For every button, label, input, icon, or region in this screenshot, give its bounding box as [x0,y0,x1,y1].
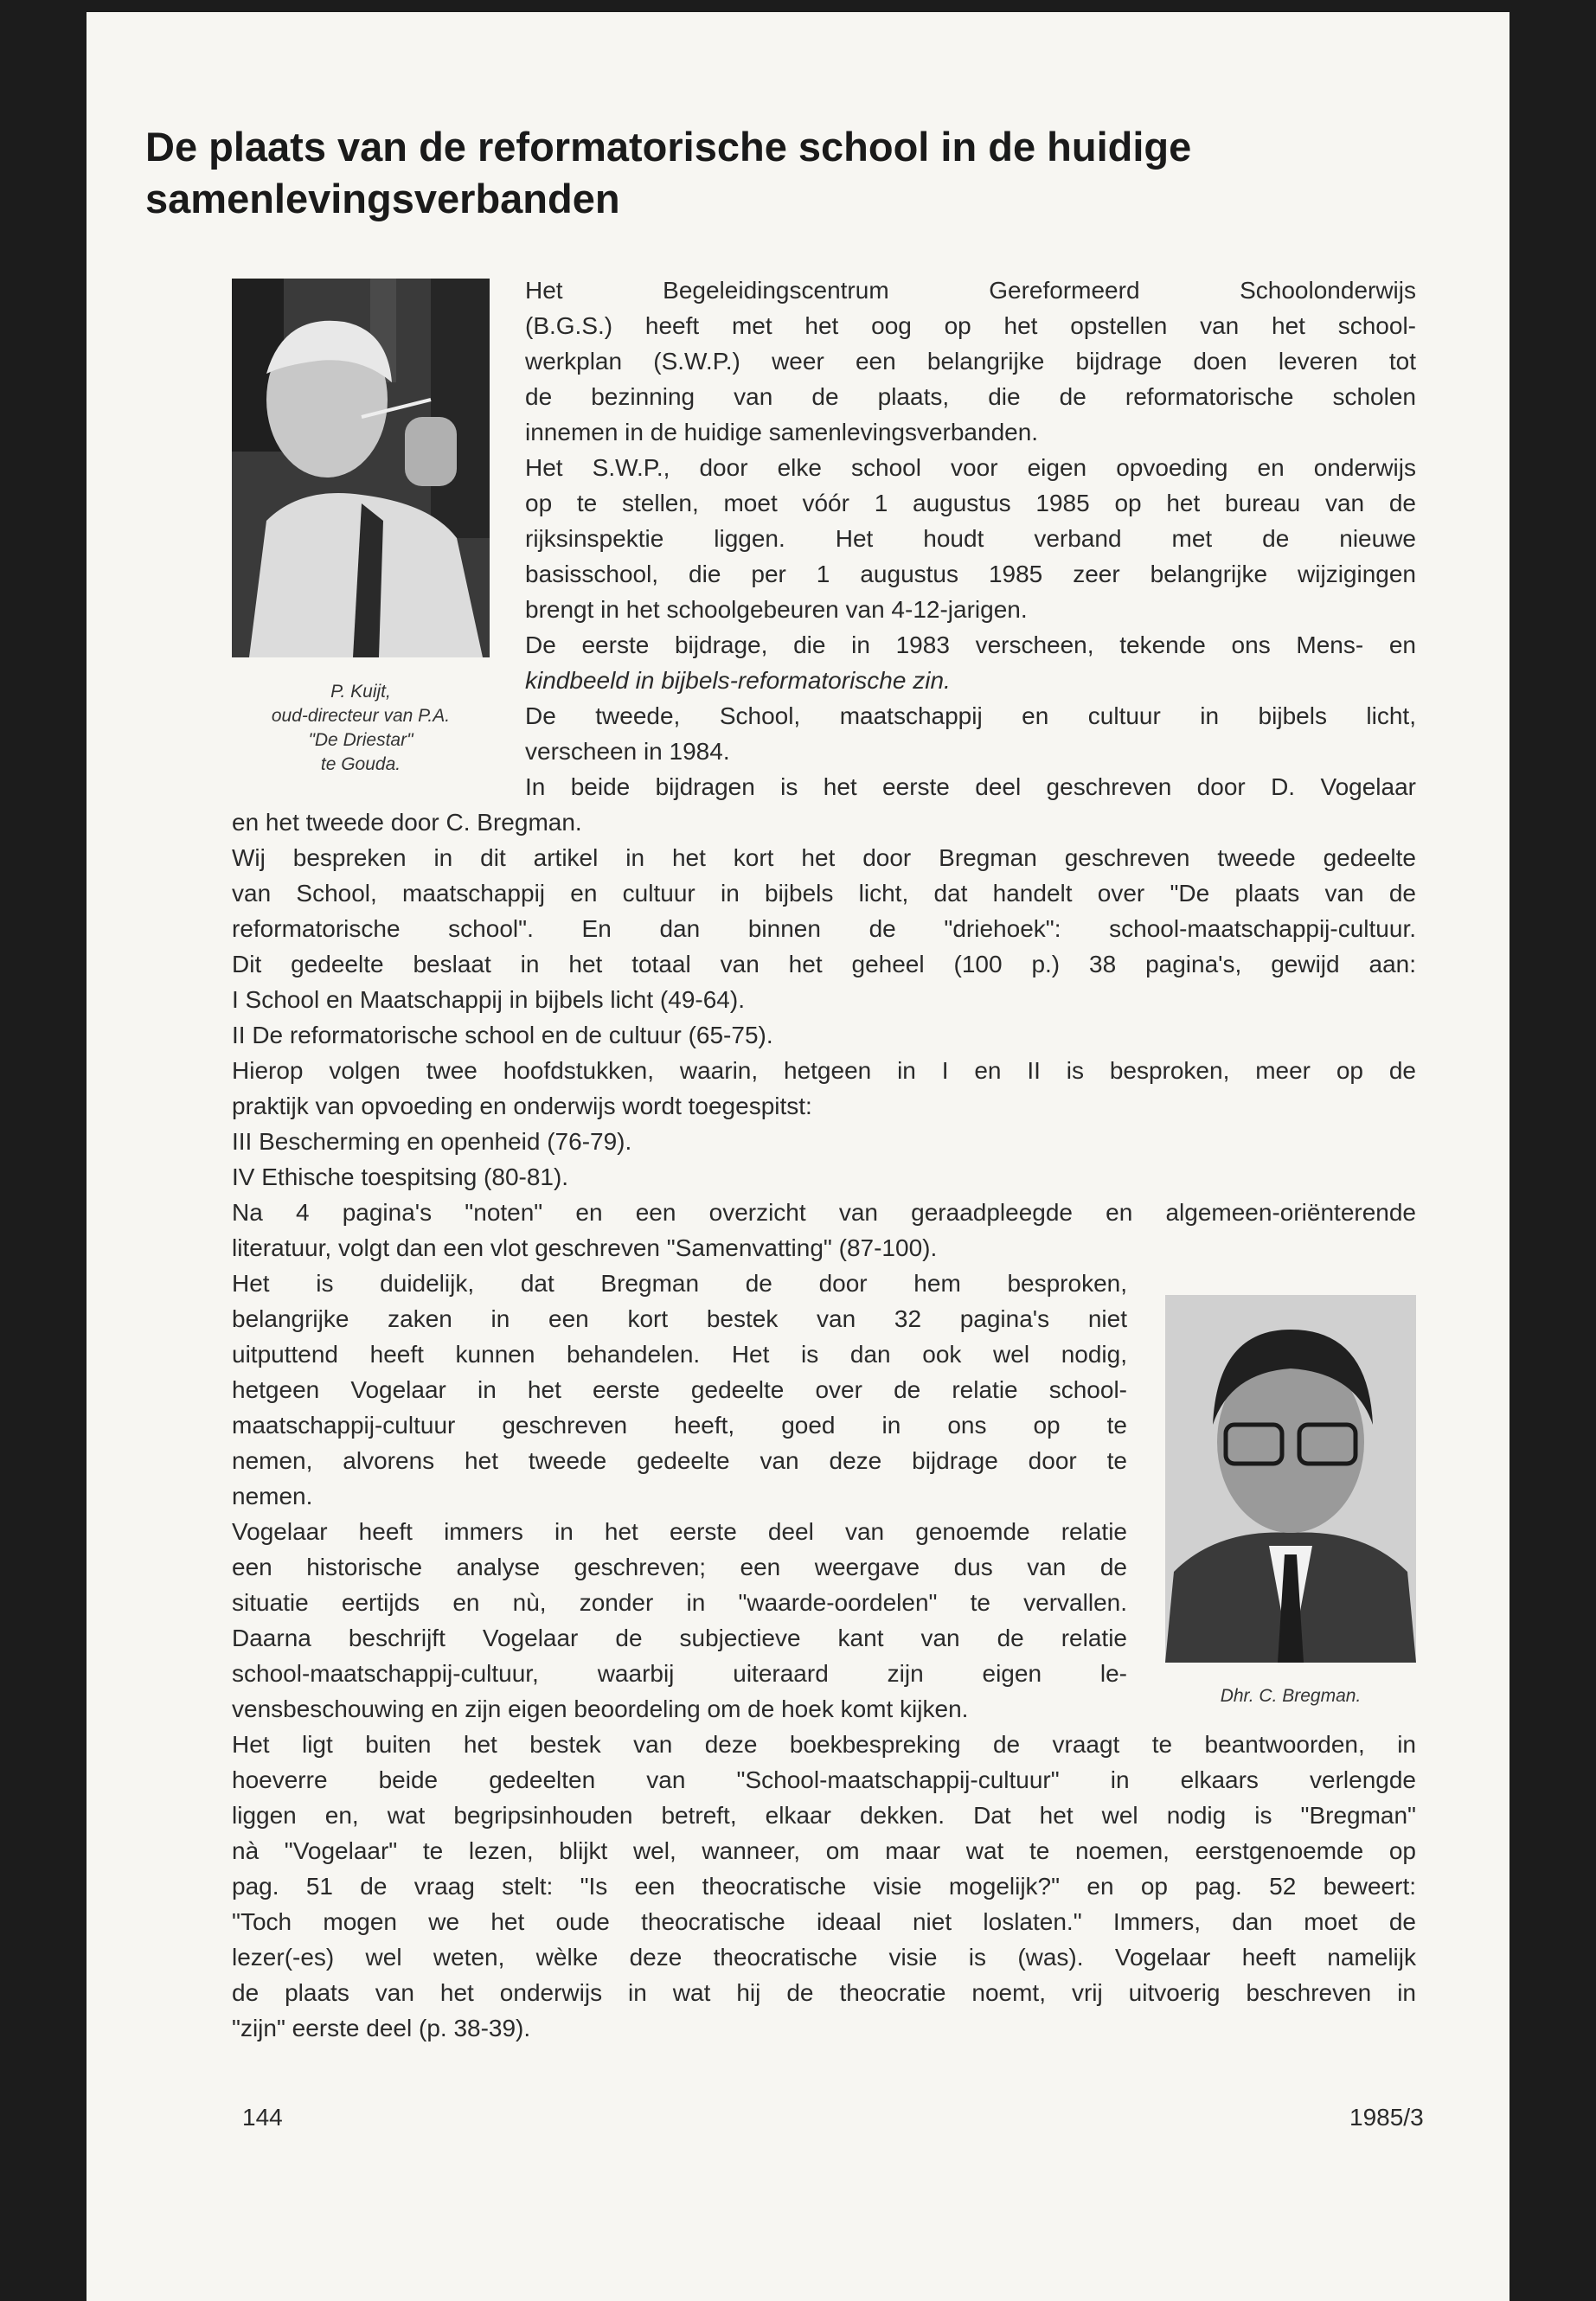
body-line: liggen en, wat begripsinhouden betreft, elkaar dekken. Dat het wel nodig is "Bregman" [232,1802,1416,1829]
body-line: "Toch mogen we het oude theocratische ideaal niet loslaten." Immers, dan moet de [232,1908,1416,1935]
body-line: Het is duidelijk, dat Bregman de door hem besproken, [232,1270,1127,1297]
portrait-photo-bregman [1165,1295,1416,1663]
body-line: school-maatschappij-cultuur, waarbij uiteraard zijn eigen le- [232,1660,1127,1687]
body-line: nemen. [232,1483,313,1509]
body-line: belangrijke zaken in een kort bestek van 32 pagina's niet [232,1305,1127,1332]
body-line: pag. 51 de vraag stelt: "Is een theocratische visie mogelijk?" en op pag. 52 beweert: [232,1873,1416,1900]
body-line: hoeverre beide gedeelten van "School-maatschappij-cultuur" in elkaars verlengde [232,1766,1416,1793]
body-line: nemen, alvorens het tweede gedeelte van deze bijdrage door te [232,1447,1127,1474]
body-line: rijksinspektie liggen. Het houdt verband met de nieuwe [525,525,1416,552]
body-line: Het ligt buiten het bestek van deze boekbespreking de vraagt te beantwoorden, in [232,1731,1416,1758]
body-line: De tweede, School, maatschappij en cultuur in bijbels licht, [525,702,1416,729]
page-number: 144 [242,2104,283,2131]
body-line: (B.G.S.) heeft met het oog op het opstellen van het school- [525,312,1416,339]
scan-border-left [0,0,87,2301]
body-line: nà "Vogelaar" te lezen, blijkt wel, wanneer, om maar wat te noemen, eerstgenoemde op [232,1837,1416,1864]
body-line: literatuur, volgt dan een vlot geschreven "Samenvatting" (87-100). [232,1234,938,1261]
body-line: vensbeschouwing en zijn eigen beoordeling om de hoek komt kijken. [232,1695,969,1722]
body-line: Hierop volgen twee hoofdstukken, waarin, hetgeen in I en II is besproken, meer op de [232,1057,1416,1084]
body-line: Daarna beschrijft Vogelaar de subjectieve kant van de relatie [232,1625,1127,1651]
body-line: hetgeen Vogelaar in het eerste gedeelte over de relatie school- [232,1376,1127,1403]
body-line: praktijk van opvoeding en onderwijs wordt toegespitst: [232,1093,812,1119]
photo-caption-kuijt: P. Kuijt, oud-directeur van P.A. "De Driestar" te Gouda. [271,682,451,774]
article-title [145,121,1426,225]
body-line: en het tweede door C. Bregman. [232,809,582,836]
body-line: In beide bijdragen is het eerste deel geschreven door D. Vogelaar [525,773,1416,800]
body-line: IV Ethische toespitsing (80-81). [232,1163,569,1190]
body-line: uitputtend heeft kunnen behandelen. Het is dan ook wel nodig, [232,1341,1127,1368]
body-line: verscheen in 1984. [525,738,730,765]
body-line: basisschool, die per 1 augustus 1985 zeer belangrijke wijzigingen [525,561,1416,587]
scan-border-top [0,0,1596,12]
body-line: II De reformatorische school en de cultuur (65-75). [232,1022,773,1048]
issue-number: 1985/3 [1349,2104,1424,2131]
body-line: de bezinning van de plaats, die de reformatorische scholen [525,383,1416,410]
body-line: werkplan (S.W.P.) weer een belangrijke bijdrage doen leveren tot [525,348,1416,375]
body-line: reformatorische school". En dan binnen de "driehoek": school-maatschappij-cultuur. [232,915,1416,942]
body-line: "zijn" eerste deel (p. 38-39). [232,2015,531,2041]
body-line: De eerste bijdrage, die in 1983 verscheen, tekende ons Mens- en [525,631,1416,658]
body-line: Wij bespreken in dit artikel in het kort het door Bregman geschreven tweede gedeelte [232,844,1416,871]
body-line: de plaats van het onderwijs in wat hij de theocratie noemt, vrij uitvoerig beschreven in [232,1979,1416,2006]
body-line: Het Begeleidingscentrum Gereformeerd Schoolonderwijs [525,277,1416,304]
title-line-2: samenlevingsverbanden [145,176,620,221]
photo-caption-bregman: Dhr. C. Bregman. [1220,1686,1362,1706]
body-line: van School, maatschappij en cultuur in bijbels licht, dat handelt over "De plaats van de [232,880,1416,907]
body-line: Na 4 pagina's "noten" en een overzicht van geraadpleegde en algemeen-oriënterende [232,1199,1416,1226]
body-line: Vogelaar heeft immers in het eerste deel van genoemde relatie [232,1518,1127,1545]
body-line: lezer(-es) wel weten, wèlke deze theocratische visie is (was). Vogelaar heeft namelijk [232,1944,1416,1971]
body-line: kindbeeld in bijbels-reformatorische zin. [525,667,951,694]
body-line: een historische analyse geschreven; een weergave dus van de [232,1554,1127,1580]
body-line: maatschappij-cultuur geschreven heeft, goed in ons op te [232,1412,1127,1439]
body-line: situatie eertijds en nù, zonder in "waarde-oordelen" te vervallen. [232,1589,1127,1616]
title-line-1: De plaats van de reformatorische school in de huidige [145,124,1192,170]
body-line: III Bescherming en openheid (76-79). [232,1128,632,1155]
portrait-photo-kuijt [232,279,490,657]
body-line: brengt in het schoolgebeuren van 4-12-jarigen. [525,596,1028,623]
body-line: innemen in de huidige samenlevingsverbanden. [525,419,1039,445]
body-line: op te stellen, moet vóór 1 augustus 1985 op het bureau van de [525,490,1416,516]
body-line: Dit gedeelte beslaat in het totaal van het geheel (100 p.) 38 pagina's, gewijd aan: [232,951,1416,977]
scan-border-right [1509,0,1596,2301]
body-line: I School en Maatschappij in bijbels licht (49-64). [232,986,745,1013]
body-line: Het S.W.P., door elke school voor eigen opvoeding en onderwijs [525,454,1416,481]
